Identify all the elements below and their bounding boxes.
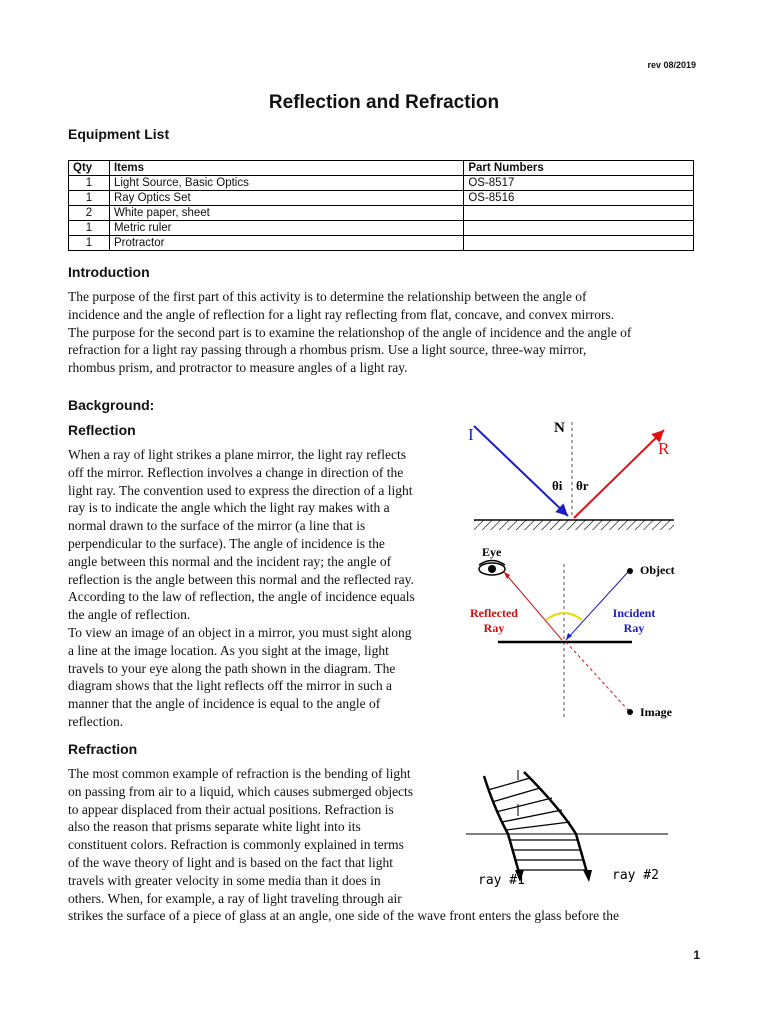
reflected-ray-label-line2: Ray — [483, 621, 505, 635]
table-cell-qty: 1 — [69, 236, 110, 251]
text-line: the angle of reflection. — [68, 607, 191, 623]
text-line: light ray. The convention used to express the direction of a light — [68, 482, 413, 498]
table-cell-part-number — [464, 206, 694, 221]
ray-1 — [484, 776, 520, 876]
column-header-qty: Qty — [69, 161, 110, 176]
text-line: travels with greater velocity in some media than it does in — [68, 872, 381, 888]
text-line: others. When, for example, a ray of light traveling through air — [68, 890, 402, 906]
refraction-full-line-wrapper — [68, 907, 708, 925]
introduction-paragraph — [68, 288, 708, 377]
revision-label: rev 08/2019 — [647, 60, 696, 70]
mirror-surface — [474, 520, 674, 530]
reflected-ray — [574, 430, 664, 518]
page-title: Reflection and Refraction — [268, 92, 500, 113]
refraction-wavefront-diagram — [462, 764, 674, 894]
reflection-law-diagram — [464, 412, 684, 538]
table-cell-qty: 1 — [69, 221, 110, 236]
reflection-heading: Reflection — [68, 422, 136, 438]
normal-label: N — [554, 420, 565, 436]
text-line: The purpose of the first part of this activity is to determine the relationship between the angle of — [68, 289, 587, 304]
reflected-label: R — [658, 439, 670, 458]
table-cell-item: Light Source, Basic Optics — [109, 176, 463, 191]
text-line: normal drawn to the surface of the mirror (a line that is — [68, 518, 366, 534]
text-line: angle between this normal and the incident ray; the angle of — [68, 553, 392, 569]
text-line: a line at the image location. As you sight at the image, light — [68, 642, 389, 658]
table-row — [69, 236, 694, 251]
table-cell-item: Metric ruler — [109, 221, 463, 236]
text-line: To view an image of an object in a mirror, you must sight along — [68, 624, 412, 640]
incident-ray — [474, 426, 568, 516]
text-line: perpendicular to the surface). The angle of incidence is the — [68, 535, 385, 551]
text-line: refraction for a light ray passing through a rhombus prism. Use a light source, three-way mirror, — [68, 342, 587, 358]
text-line: reflection is the angle between this normal and the reflected ray. — [68, 571, 414, 587]
table-row — [69, 191, 694, 206]
text-line: on passing from air to a liquid, which causes submerged objects — [68, 783, 414, 799]
text-line: ray is to indicate the angle which the light ray makes with a — [68, 500, 390, 516]
text-line: rhombus prism, and protractor to measure angles of a light ray. — [68, 360, 408, 376]
image-point — [627, 709, 633, 715]
equipment-table — [68, 160, 694, 251]
virtual-ray — [566, 642, 628, 710]
table-cell-part-number — [464, 236, 694, 251]
table-cell-part-number — [464, 221, 694, 236]
equipment-header-row — [69, 161, 694, 176]
text-line: also the reason that prisms separate white light into its — [68, 819, 361, 835]
table-cell-item: Ray Optics Set — [109, 191, 463, 206]
mirror-image-diagram — [462, 540, 692, 730]
incident-ray-label-line1: Incident — [612, 606, 656, 620]
object-point — [627, 568, 633, 574]
text-line: strikes the surface of a piece of glass at an angle, one side of the wave front enters the glass before the — [68, 908, 620, 923]
table-row — [69, 176, 694, 191]
angle-reflection-label: θr — [576, 478, 589, 493]
table-cell-item: White paper, sheet — [109, 206, 463, 221]
table-cell-item: Protractor — [109, 236, 463, 251]
text-line: off the mirror. Reflection involves a change in direction of the — [68, 464, 404, 480]
text-line: of the wave theory of light and is based on the fact that light — [68, 854, 394, 870]
table-row — [69, 206, 694, 221]
reflected-ray-label-line1: Reflected — [470, 606, 518, 620]
eye-icon — [479, 561, 505, 576]
incident-label: I — [468, 425, 474, 444]
eye-label: Eye — [482, 545, 502, 559]
text-line: to appear displaced from their actual positions. Refraction is — [68, 801, 394, 817]
text-line: travels to your eye along the path shown in the diagram. The — [68, 660, 396, 676]
page-number: 1 — [693, 948, 700, 962]
text-line: The purpose for the second part is to examine the relationshop of the angle of incidence and the angle of — [68, 324, 632, 340]
text-line: According to the law of reflection, the angle of incidence equals — [68, 589, 415, 605]
table-cell-qty: 1 — [69, 191, 110, 206]
column-header-part-numbers: Part Numbers — [464, 161, 694, 176]
table-cell-part-number: OS-8516 — [464, 191, 694, 206]
text-line: reflection. — [68, 713, 124, 729]
column-header-items: Items — [109, 161, 463, 176]
ray-2-arrowhead — [583, 870, 592, 882]
incident-ray-label-line2: Ray — [623, 621, 645, 635]
image-label: Image — [640, 705, 672, 719]
table-cell-part-number: OS-8517 — [464, 176, 694, 191]
reflection-paragraph — [68, 446, 468, 731]
text-line: The most common example of refraction is the bending of light — [68, 766, 411, 781]
ray-2-label: ray #2 — [612, 868, 659, 883]
text-line: incidence and the angle of reflection for a light ray reflecting from flat, concave, and convex mirrors. — [68, 306, 615, 322]
text-line: manner that the angle of incidence is equal to the angle of — [68, 696, 381, 712]
introduction-heading: Introduction — [68, 264, 150, 280]
object-label: Object — [640, 563, 675, 577]
refraction-paragraph — [68, 765, 468, 907]
text-line: When a ray of light strikes a plane mirror, the light ray reflects — [68, 447, 406, 462]
table-row — [69, 221, 694, 236]
refraction-heading: Refraction — [68, 741, 138, 757]
equipment-heading: Equipment List — [68, 126, 170, 142]
table-cell-qty: 2 — [69, 206, 110, 221]
ray-1-label: ray #1 — [478, 873, 525, 888]
table-cell-qty: 1 — [69, 176, 110, 191]
text-line: constituent colors. Refraction is commonly explained in terms — [68, 837, 404, 853]
background-heading: Background: — [68, 397, 155, 413]
angle-incidence-label: θi — [552, 478, 563, 493]
text-line: diagram shows that the light reflects off the mirror in such a — [68, 678, 393, 694]
